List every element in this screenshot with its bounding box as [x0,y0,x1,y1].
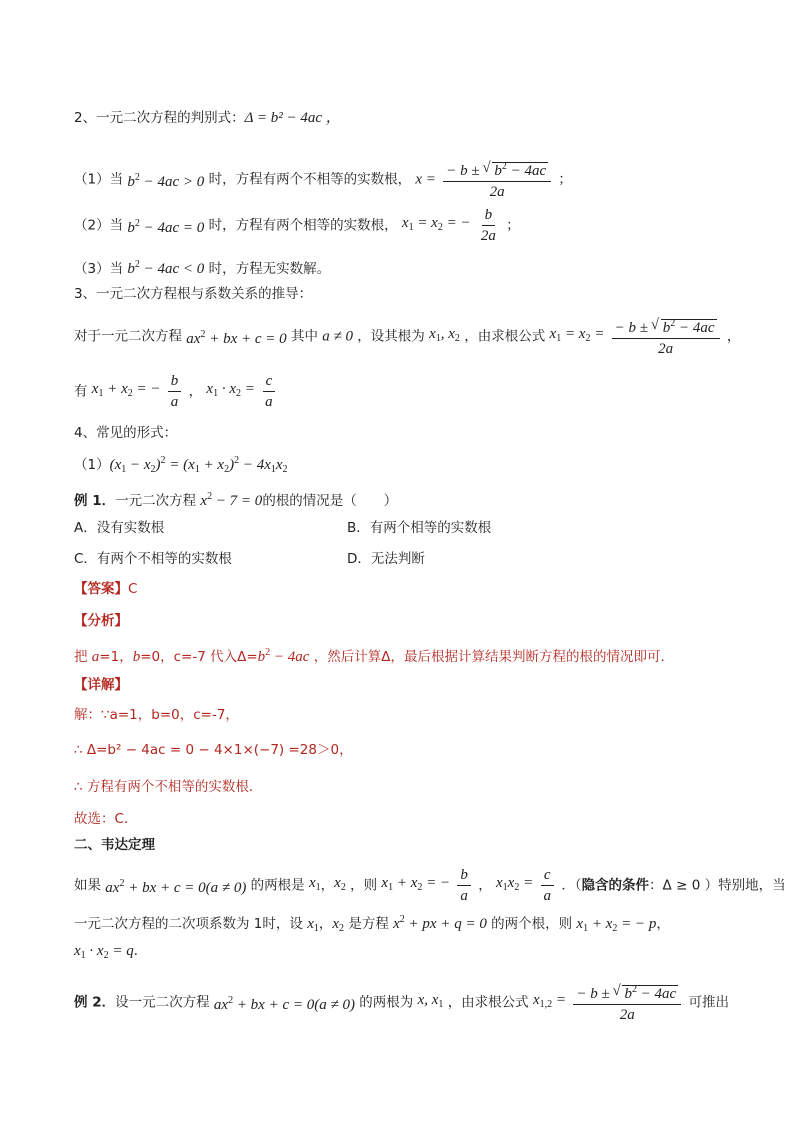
vieta-heading: 二、韦达定理 [74,837,155,853]
vieta-statement-2: 一元二次方程的二次项系数为 1时，设 $x_1$，$x_2$ 是方程 $x^2$ + px + q = 0 的两个根，则 $x_1 + x_2$ = − p， [74,914,670,934]
solution-line-3: ∴ 方程有两个不相等的实数根． [74,779,263,795]
analysis-tag: 【分析】 [74,613,128,629]
case-3: （3）当 $b^2 - 4ac < 0$ 时，方程无实数解。 [74,259,331,277]
solution-line-2: ∴ Δ=b² − 4ac = 0 − 4×1×(−7) =28＞0， [74,742,353,758]
analysis-text: 把 a=1，b=0，c=-7 代入$\Delta=b^2 - 4ac$ ，然后计算Δ，最后根据计算结果判断方程的根的情况即可． [74,647,674,665]
case-2: （2）当 $b^2 - 4ac = 0$ 时，方程有两个相等的实数根， $x_1 = x_2$ = − $\frac{b}{2a}$ ； [74,207,520,244]
option-a: A．没有实数根 [74,520,165,536]
derivation-line: 对于一元二次方程 $ax^2$ + bx + c = 0 其中 a ≠ 0 ，设其根为 $x_1$, $x_2$ ，由求根公式 $x_1 = x_2$ = $\frac{- b \pm √ b^2 - 4ac}{2a}$ ， [74,315,740,358]
section-4-heading: 4、常见的形式： [74,425,178,441]
common-form-1: $(1)(x_1 - x_2)^2 = (x_1 + x_2)^2 - 4x_1x_2$ [74,455,288,475]
answer-value: C [128,581,138,597]
section-2-heading: 2、一元二次方程的判别式：Δ = b² − 4ac ， [74,110,341,126]
option-c: C．有两个不相等的实数根 [74,551,232,567]
detail-tag: 【详解】 [74,677,128,693]
vieta-relations: 有 $x_1 + x_2$ = − $\frac{b}{a}$ ， $x_1 \cdot x_2$ = $\frac{c}{a}$ [74,372,279,411]
option-b: B．有两个相等的实数根 [347,520,492,536]
section-3-heading: 3、一元二次方程根与系数关系的推导： [74,286,313,302]
discriminant-formula: Δ = b² − 4ac ， [244,110,341,126]
case-3-condition: $b^2 - 4ac < 0$ [127,259,205,277]
option-d: D．无法判断 [347,551,425,567]
equal-roots-formula: $x_1 = x_2$ = − [401,215,471,233]
case-1: （1）当 $b^2 - 4ac > 0$ 时，方程有两个不相等的实数根， x = $\frac{- b \pm √ b^2 - 4ac}{2a}$ ； [74,158,572,201]
solution-line-4: 故选：C． [74,811,138,827]
quadratic-formula: x = [415,171,436,188]
case-1-condition: $b^2 - 4ac > 0$ [127,171,205,190]
case-2-condition: $b^2 - 4ac = 0$ [127,217,205,236]
example-1-question: 例 1．一元二次方程 $x^2 - 7 = 0$的根的情况是（ ） [74,491,398,509]
solution-line-1: 解：∵a=1，b=0，c=-7， [74,707,239,723]
example-2-question: 例 2．设一元二次方程 $ax^2$ + bx + c = 0(a ≠ 0) 的两根为 x, $x_1$ ，由求根公式 $x_{1,2}$ = $\frac{- b \pm √ b^2 - 4ac}{2a}$ 可推出 [74,981,729,1024]
quadratic-formula-fraction: $\frac{- b \pm √ b^2 - 4ac}{2a}$ [443,158,551,201]
vieta-statement-3: $x_1 \cdot x_2 = q$． [74,943,148,961]
vieta-statement-1: 如果 $ax^2$ + bx + c = 0(a ≠ 0) 的两根是 $x_1$，$x_2$ ，则 $x_1 + x_2$ = − $\frac{b}{a}$ ， $x_1x_2$ = $\frac{c}{a}$ ．（隐含的条件：Δ ≥ 0 ）特别地，当 [74,867,786,904]
answer-line: 【答案】C [74,581,138,597]
